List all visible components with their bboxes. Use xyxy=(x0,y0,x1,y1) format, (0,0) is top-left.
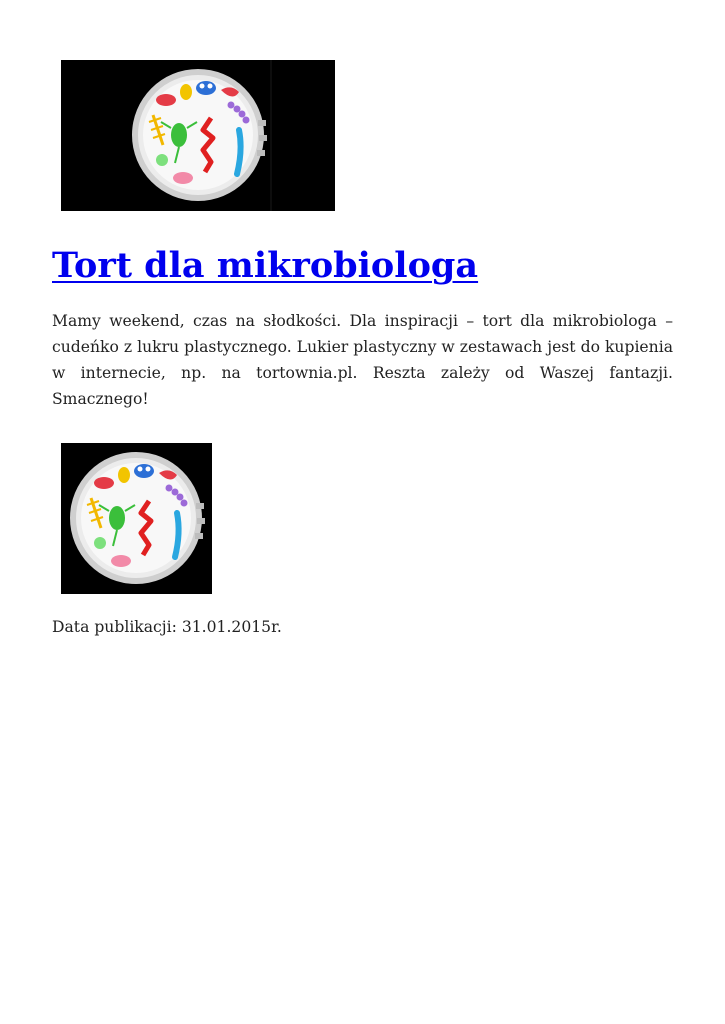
article-title-link[interactable]: Tort dla mikrobiologa xyxy=(52,245,479,286)
hero-image xyxy=(61,60,335,211)
petri-dish-cake-thumbnail xyxy=(61,443,212,594)
petri-dish-cake-photo xyxy=(61,60,335,211)
article-body: Mamy weekend, czas na słodkości. Dla inspiracji – tort dla mikrobiologa – cudeńko z lukru plastycznego. Lukier plastyczny w zestawach jest do kupienia w internecie, np. na tortownia.pl. Reszta zależy od Waszej fantazji. Smacznego! xyxy=(52,312,673,408)
thumbnail-image xyxy=(61,443,212,594)
publication-date: Data publikacji: 31.01.2015r. xyxy=(52,618,282,636)
